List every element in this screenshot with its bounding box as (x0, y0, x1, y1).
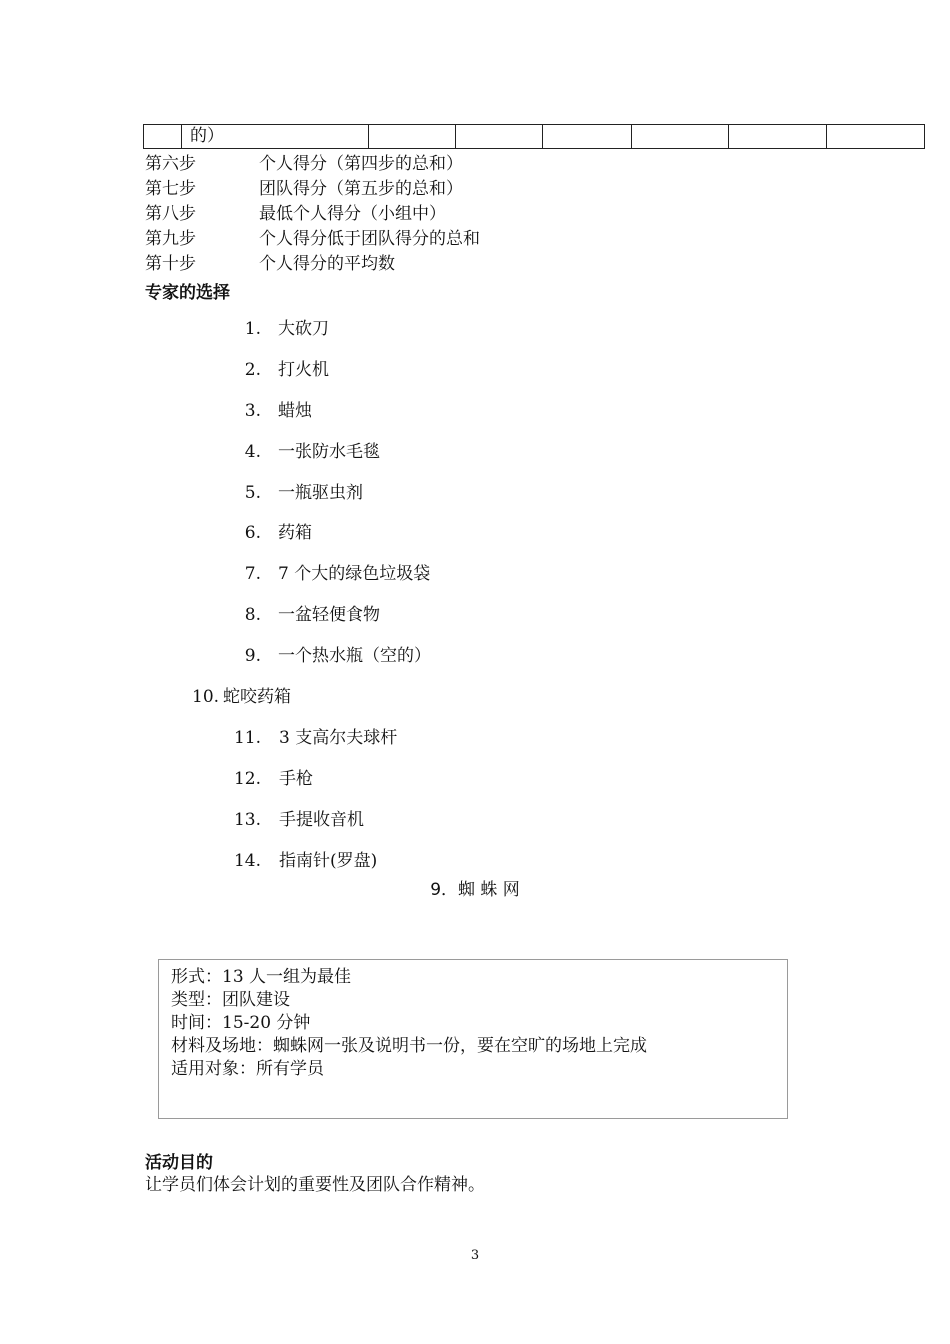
list-item: 2. 打火机 (244, 360, 329, 380)
list-item: 3. 蜡烛 (244, 401, 312, 421)
activity-info-box (158, 959, 788, 1119)
step-row: 第十步 个人得分的平均数 (145, 254, 395, 274)
list-item: 13. 手提收音机 (233, 810, 364, 830)
expert-choice-heading: 专家的选择 (145, 283, 230, 303)
step-row: 第八步 最低个人得分（小组中） (145, 204, 446, 224)
table-cell (543, 125, 632, 149)
list-item: 6. 药箱 (244, 523, 312, 543)
list-item: 5. 一瓶驱虫剂 (244, 483, 363, 503)
purpose-heading: 活动目的 (145, 1153, 213, 1173)
list-item: 8. 一盆轻便食物 (244, 605, 380, 625)
list-item: 10. 蛇咬药箱 (192, 687, 292, 707)
purpose-text: 让学员们体会计划的重要性及团队合作精神。 (145, 1175, 485, 1195)
table-cell (827, 125, 925, 149)
info-line: 类型：团队建设 (171, 990, 290, 1010)
info-line: 形式：13 人一组为最佳 (171, 967, 352, 987)
table-cell (369, 125, 456, 149)
list-item: 9. 一个热水瓶（空的） (244, 646, 431, 666)
info-line: 时间：15-20 分钟 (171, 1013, 311, 1033)
list-item: 11. 3 支高尔夫球杆 (233, 728, 398, 748)
table-cell (456, 125, 543, 149)
list-item: 7. 7 个大的绿色垃圾袋 (244, 564, 431, 584)
step-row: 第七步 团队得分（第五步的总和） (145, 179, 463, 199)
info-line: 材料及场地：蜘蛛网一张及说明书一份，要在空旷的场地上完成 (171, 1036, 647, 1056)
list-item: 12. 手枪 (233, 769, 313, 789)
table-cell (632, 125, 729, 149)
info-line: 适用对象：所有学员 (171, 1059, 324, 1079)
list-item: 14. 指南针(罗盘) (233, 851, 378, 871)
step-row: 第九步 个人得分低于团队得分的总和 (145, 229, 480, 249)
step-row: 第六步 个人得分（第四步的总和） (145, 154, 463, 174)
table-cell: 的） (182, 125, 369, 149)
section-title: 9．蜘 蛛 网 (430, 880, 520, 900)
score-table-fragment (143, 124, 925, 149)
list-item: 1. 大砍刀 (244, 319, 329, 339)
list-item: 4. 一张防水毛毯 (244, 442, 380, 462)
step-list (145, 152, 480, 277)
table-row (144, 125, 925, 149)
table-cell (144, 125, 182, 149)
page-number: 3 (470, 1248, 480, 1263)
table-cell (729, 125, 827, 149)
